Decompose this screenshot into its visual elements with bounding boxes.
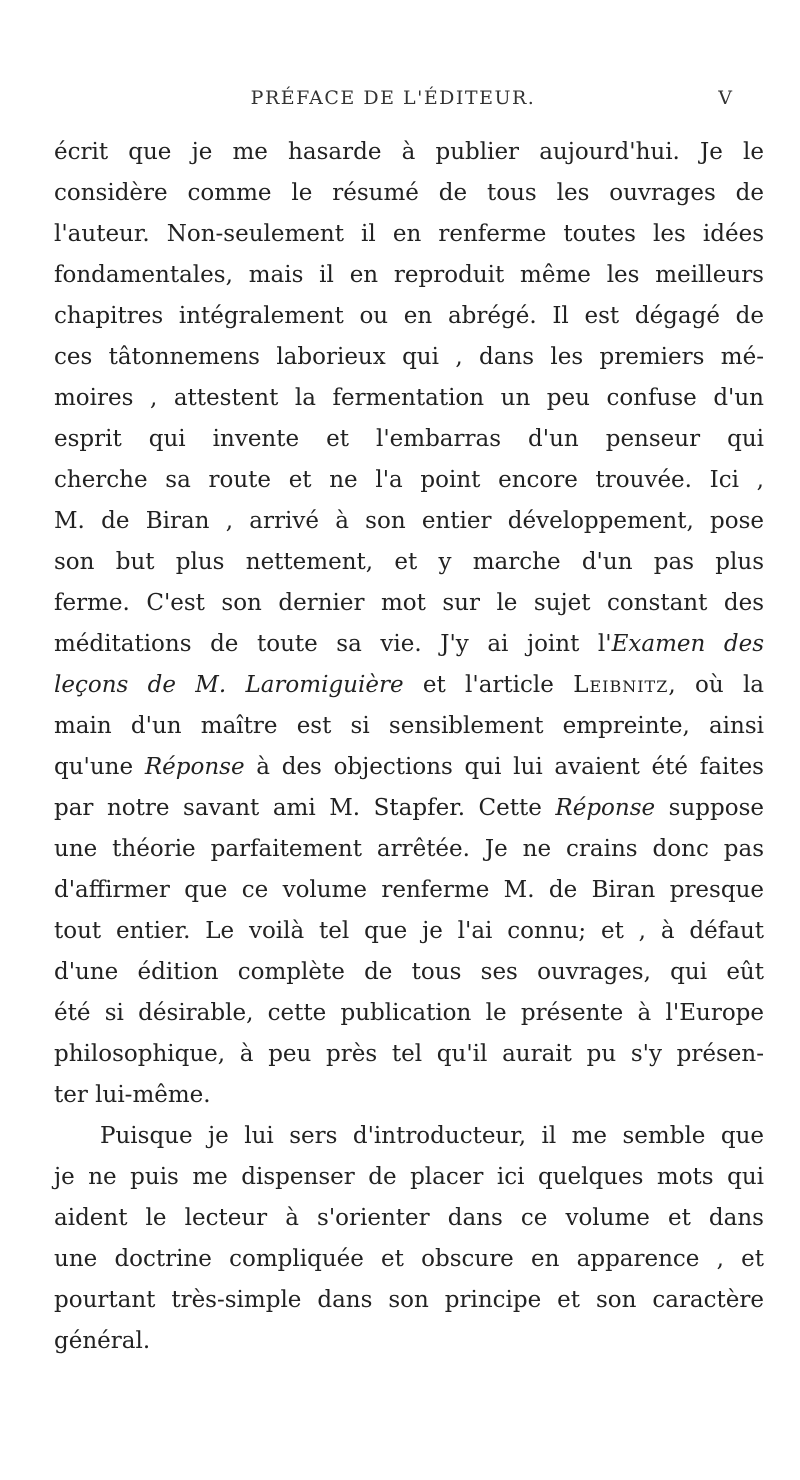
text-line <box>54 788 764 829</box>
text-line: une doctrine compliquée et obscure en apparence , et <box>54 1246 764 1272</box>
text-line: philosophique, à peu près tel qu'il aurait pu s'y présen- <box>54 1041 764 1067</box>
body-text <box>54 132 764 1362</box>
paragraph-2 <box>54 1116 764 1362</box>
text-line: moires , attestent la fermentation un peu confuse d'un <box>54 385 764 411</box>
text-line: ferme. C'est son dernier mot sur le sujet constant des <box>54 590 764 616</box>
text-segment: méditations de toute sa vie. J'y ai joint l' <box>54 631 612 657</box>
text-segment: suppose <box>655 795 764 821</box>
text-line <box>54 747 764 788</box>
text-line: M. de Biran , arrivé à son entier développement, pose <box>54 508 764 534</box>
text-line: d'une édition complète de tous ses ouvrages, qui eût <box>54 959 764 985</box>
italic-title: Réponse <box>555 795 656 821</box>
text-line <box>54 665 764 706</box>
text-line: chapitres intégralement ou en abrégé. Il est dégagé de <box>54 303 764 329</box>
text-line: ces tâtonnemens laborieux qui , dans les premiers mé- <box>54 344 764 370</box>
italic-title: Réponse <box>144 754 245 780</box>
text-segment: par notre savant ami M. Stapfer. Cette <box>54 795 556 821</box>
text-line: aident le lecteur à s'orienter dans ce volume et dans <box>54 1205 764 1231</box>
text-line: fondamentales, mais il en reproduit même les meilleurs <box>54 262 764 288</box>
running-title: PRÉFACE DE L'ÉDITEUR. <box>250 87 536 109</box>
text-line: l'auteur. Non-seulement il en renferme toutes les idées <box>54 221 764 247</box>
text-line: considère comme le résumé de tous les ouvrages de <box>54 180 764 206</box>
text-line: tout entier. Le voilà tel que je l'ai connu; et , à défaut <box>54 918 764 944</box>
text-line: ter lui-même. <box>54 1082 211 1108</box>
text-line: cherche sa route et ne l'a point encore trouvée. Ici , <box>54 467 764 493</box>
text-line: d'affirmer que ce volume renferme M. de Biran presque <box>54 877 764 903</box>
text-line: main d'un maître est si sensiblement empreinte, ainsi <box>54 713 764 739</box>
text-line: Puisque je lui sers d'introducteur, il me semble que <box>100 1123 764 1149</box>
text-line: général. <box>54 1328 151 1354</box>
paragraph-1 <box>54 132 764 1116</box>
text-segment: à des objections qui lui avaient été faites <box>244 754 764 780</box>
text-line: je ne puis me dispenser de placer ici quelques mots qui <box>54 1164 764 1190</box>
text-line: été si désirable, cette publication le présente à l'Europe <box>54 1000 764 1026</box>
text-segment: , où la <box>668 672 765 698</box>
page-number: V <box>718 87 732 109</box>
italic-title: leçons de M. Laromiguière <box>54 672 404 698</box>
small-caps-name: Leibnitz <box>573 672 669 698</box>
text-line: son but plus nettement, et y marche d'un pas plus <box>54 549 764 575</box>
text-line <box>54 624 764 665</box>
text-line: esprit qui invente et l'embarras d'un penseur qui <box>54 426 764 452</box>
italic-title: Examen des <box>611 631 765 657</box>
text-segment: et l'article <box>403 672 574 698</box>
running-head <box>54 87 732 117</box>
text-line: pourtant très-simple dans son principe et son caractère <box>54 1287 764 1313</box>
text-line: écrit que je me hasarde à publier aujourd'hui. Je le <box>54 139 764 165</box>
text-line: une théorie parfaitement arrêtée. Je ne crains donc pas <box>54 836 764 862</box>
text-segment: qu'une <box>54 754 145 780</box>
